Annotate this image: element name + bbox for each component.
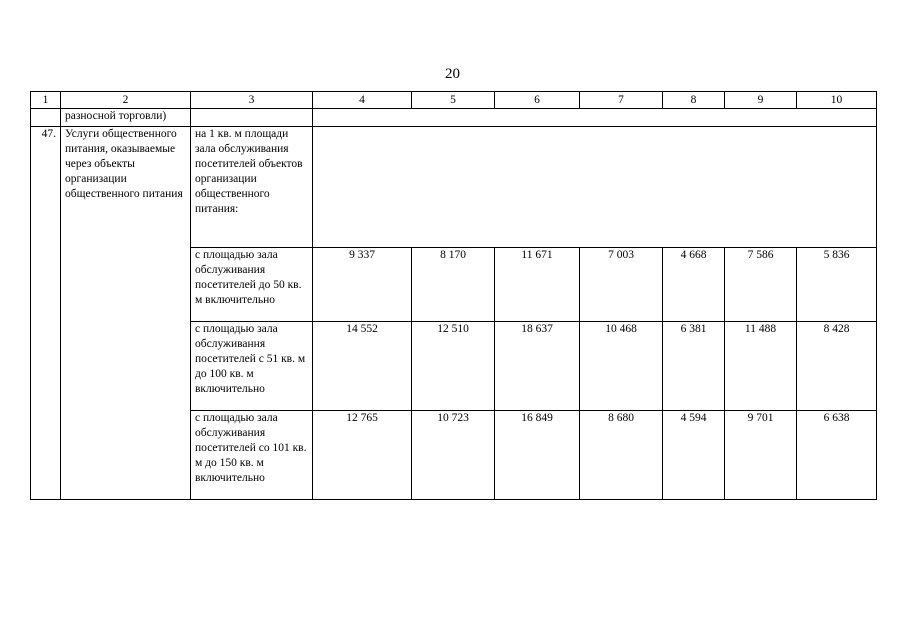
header-row: [31, 92, 877, 109]
value-cell: 9 701: [725, 411, 797, 500]
empty-cell: [31, 109, 61, 127]
value-cell: 14 552: [313, 322, 412, 411]
empty-cell: [191, 109, 313, 127]
header-cell: 6: [495, 92, 580, 109]
value-cell: 8 428: [797, 322, 877, 411]
value-cell: 5 836: [797, 248, 877, 322]
header-cell: 10: [797, 92, 877, 109]
subrow-label: с площадью зала обслуживания посетителей со 101 кв. м до 150 кв. м включительно: [191, 411, 313, 500]
continuation-row: [31, 109, 877, 127]
empty-cell: [313, 127, 877, 248]
value-cell: 11 671: [495, 248, 580, 322]
value-cell: 12 510: [412, 322, 495, 411]
value-cell: 12 765: [313, 411, 412, 500]
header-cell: 4: [313, 92, 412, 109]
value-cell: 7 586: [725, 248, 797, 322]
empty-cell: [313, 109, 877, 127]
unit-description: на 1 кв. м площади зала обслуживания посетителей объектов организации общественного питания:: [191, 127, 313, 248]
header-cell: 8: [663, 92, 725, 109]
header-cell: 9: [725, 92, 797, 109]
header-cell: 2: [61, 92, 191, 109]
value-cell: 7 003: [580, 248, 663, 322]
value-cell: 8 680: [580, 411, 663, 500]
value-cell: 10 468: [580, 322, 663, 411]
header-cell: 3: [191, 92, 313, 109]
value-cell: 6 638: [797, 411, 877, 500]
subrow-label: с площадью зала обслуживання посетителей с 51 кв. м до 100 кв. м включительно: [191, 322, 313, 411]
subrow-label: с площадью зала обслуживания посетителей до 50 кв. м включительно: [191, 248, 313, 322]
value-cell: 4 668: [663, 248, 725, 322]
page-number: 20: [445, 66, 460, 82]
header-cell: 7: [580, 92, 663, 109]
value-cell: 16 849: [495, 411, 580, 500]
value-cell: 8 170: [412, 248, 495, 322]
value-cell: 10 723: [412, 411, 495, 500]
value-cell: 4 594: [663, 411, 725, 500]
value-cell: 18 637: [495, 322, 580, 411]
value-cell: 6 381: [663, 322, 725, 411]
value-cell: 11 488: [725, 322, 797, 411]
table-row: [31, 127, 877, 248]
value-cell: 9 337: [313, 248, 412, 322]
header-cell: 1: [31, 92, 61, 109]
item-number: 47.: [31, 127, 61, 500]
header-cell: 5: [412, 92, 495, 109]
continuation-text: разносной торговли): [61, 109, 191, 127]
service-name: Услуги общественного питания, оказываемые через объекты организации общественного питания: [61, 127, 191, 500]
tariff-table: [30, 91, 877, 500]
